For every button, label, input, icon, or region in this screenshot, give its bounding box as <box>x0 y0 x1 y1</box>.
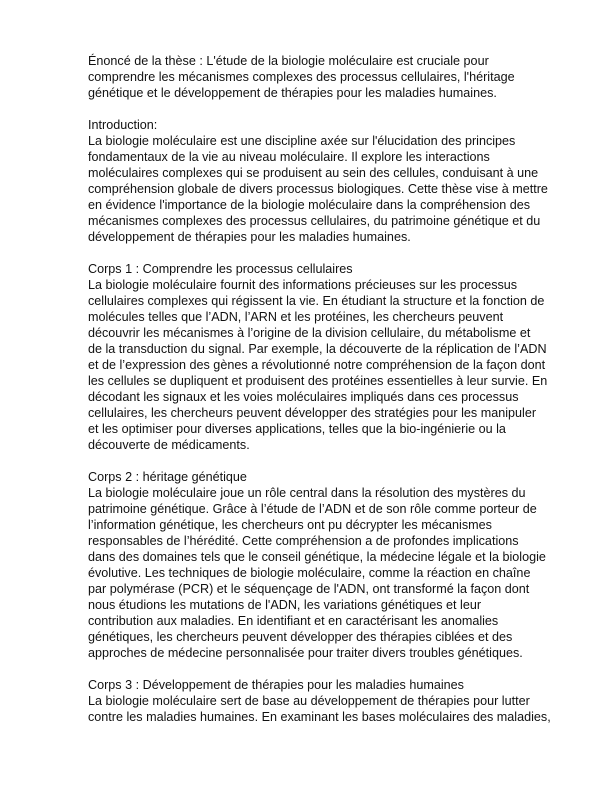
corps2-line: l’information génétique, les chercheurs ont pu décrypter les mécanismes <box>88 518 492 532</box>
corps2-line: évolutive. Les techniques de biologie moléculaire, comme la réaction en chaîne <box>88 566 531 580</box>
corps2-line: patrimoine génétique. Grâce à l’étude de l’ADN et de son rôle comme porteur de <box>88 502 537 516</box>
corps1-line: découverte de médicaments. <box>88 438 250 452</box>
corps1-line: décodant les signaux et les voies moléculaires impliqués dans ces processus <box>88 390 519 404</box>
corps1-line: découvrir les mécanismes à l’origine de la division cellulaire, du métabolisme et <box>88 326 531 340</box>
thesis-statement <box>88 53 558 101</box>
corps2-heading: Corps 2 : héritage génétique <box>88 470 247 484</box>
introduction-line: compréhension globale de divers processus biologiques. Cette thèse vise à mettre <box>88 182 548 196</box>
corps1-heading: Corps 1 : Comprendre les processus cellulaires <box>88 262 353 276</box>
corps1-line: molécules telles que l’ADN, l’ARN et les protéines, les chercheurs peuvent <box>88 310 504 324</box>
corps2-line: dans des domaines tels que le conseil génétique, la médecine légale et la biologie <box>88 550 546 564</box>
introduction-line: La biologie moléculaire est une discipline axée sur l'élucidation des principes <box>88 134 516 148</box>
corps1-line: les cellules se dupliquent et produisent des protéines essentielles à leur survie. En <box>88 374 548 388</box>
document-body <box>88 53 558 725</box>
corps2-line: par polymérase (PCR) et le séquençage de l'ADN, ont transformé la façon dont <box>88 582 530 596</box>
introduction-line: fondamentaux de la vie au niveau moléculaire. Il explore les interactions <box>88 150 490 164</box>
introduction-section <box>88 117 558 245</box>
section-gap <box>88 661 558 677</box>
thesis-line: Énoncé de la thèse : L'étude de la biologie moléculaire est cruciale pour <box>88 54 489 68</box>
corps2-line: contribution aux maladies. En identifiant et en caractérisant les anomalies <box>88 614 499 628</box>
section-gap <box>88 245 558 261</box>
corps1-line: et les optimiser pour diverses applications, telles que la bio-ingénierie ou la <box>88 422 506 436</box>
corps3-heading: Corps 3 : Développement de thérapies pour les maladies humaines <box>88 678 464 692</box>
introduction-heading: Introduction: <box>88 118 158 132</box>
corps1-line: cellulaires, les chercheurs peuvent développer des stratégies pour les manipuler <box>88 406 537 420</box>
section-gap <box>88 101 558 117</box>
corps1-line: La biologie moléculaire fournit des informations précieuses sur les processus <box>88 278 518 292</box>
corps3-line: La biologie moléculaire sert de base au développement de thérapies pour lutter <box>88 694 530 708</box>
section-gap <box>88 453 558 469</box>
introduction-line: moléculaires complexes qui se produisent au sein des cellules, conduisant à une <box>88 166 539 180</box>
corps3-line: contre les maladies humaines. En examinant les bases moléculaires des maladies, <box>88 710 551 724</box>
introduction-line: en évidence l'importance de la biologie moléculaire dans la compréhension des <box>88 198 531 212</box>
introduction-line: mécanismes complexes des processus cellulaires, du patrimoine génétique et du <box>88 214 541 228</box>
introduction-line: développement de thérapies pour les maladies humaines. <box>88 230 411 244</box>
corps1-line: cellulaires complexes qui régissent la vie. En étudiant la structure et la fonction de <box>88 294 545 308</box>
corps2-line: approches de médecine personnalisée pour traiter divers troubles génétiques. <box>88 646 523 660</box>
corps2-section <box>88 469 558 661</box>
corps3-section <box>88 677 558 725</box>
corps1-line: et de l’expression des gènes a révolutionné notre compréhension de la façon dont <box>88 358 546 372</box>
thesis-line: comprendre les mécanismes complexes des processus cellulaires, l'héritage <box>88 70 515 84</box>
corps1-line: de la transduction du signal. Par exemple, la découverte de la réplication de l’ADN <box>88 342 547 356</box>
corps2-line: génétiques, les chercheurs peuvent développer des thérapies ciblées et des <box>88 630 513 644</box>
thesis-line: génétique et le développement de thérapies pour les maladies humaines. <box>88 86 497 100</box>
corps1-section <box>88 261 558 453</box>
corps2-line: responsables de l’hérédité. Cette compréhension a de profondes implications <box>88 534 519 548</box>
corps2-line: La biologie moléculaire joue un rôle central dans la résolution des mystères du <box>88 486 526 500</box>
corps2-line: nous étudions les mutations de l'ADN, les variations génétiques et leur <box>88 598 482 612</box>
